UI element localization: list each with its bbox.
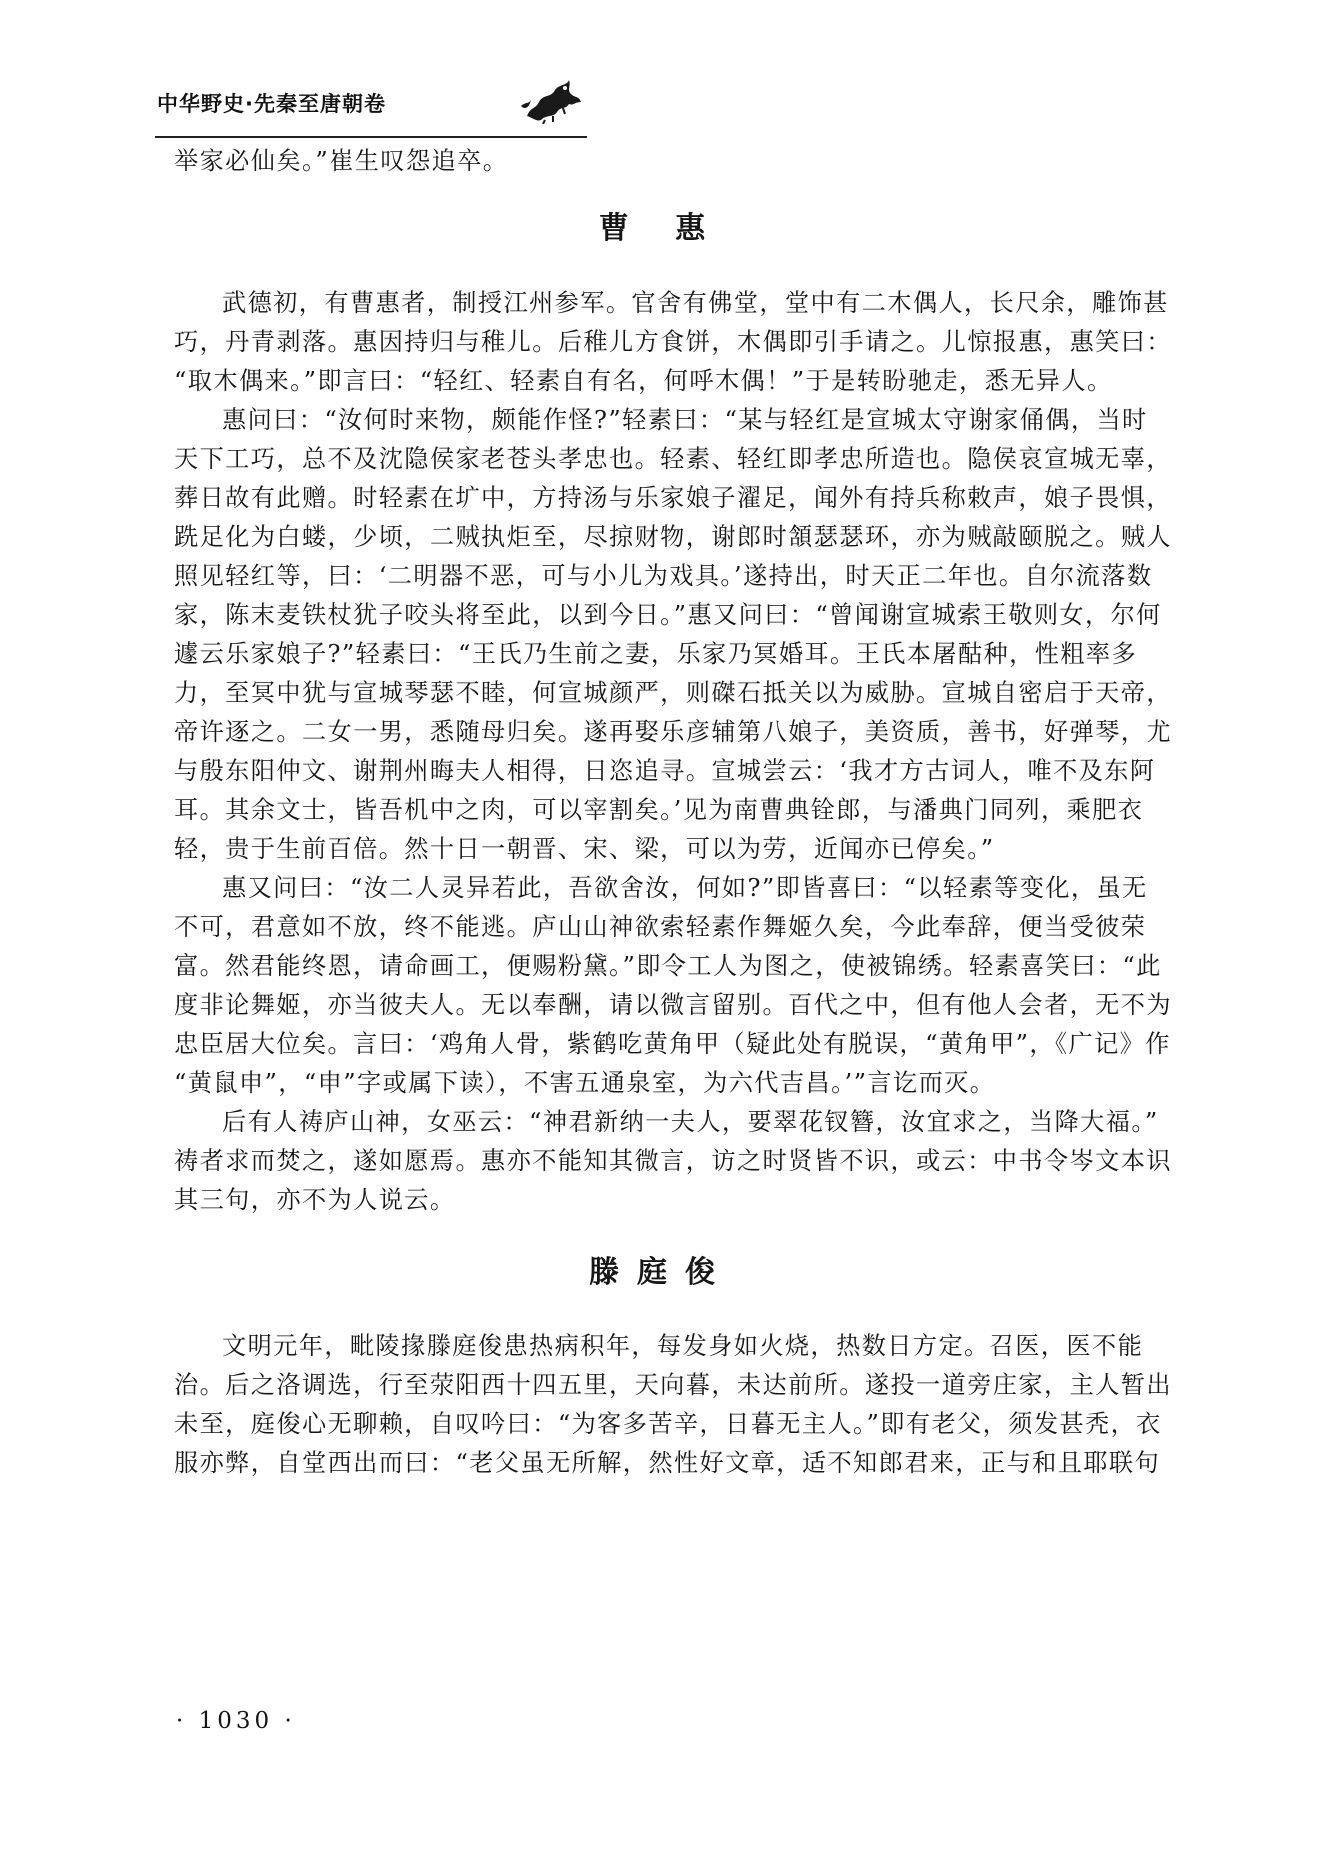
text-line: 度非论舞姬，亦当彼夫人。无以奉酬，请以微言留别。百代之中，但有他人会者，无不为: [174, 991, 1172, 1019]
text-line: 帝许逐之。二女一男，悉随母归矣。遂再娶乐彦辅第八娘子，美资质，善书，好弹琴，尤: [174, 718, 1172, 746]
text-line: 忠臣居大位矣。言曰：‘鸡角人骨，紫鹤吃黄角甲（疑此处有脱误，“黄角甲”，《广记》作: [174, 1030, 1171, 1058]
section-title-cao-hui: 曹 惠: [598, 211, 724, 246]
running-header: [155, 76, 590, 128]
text-line: “取木偶来。”即言曰：“轻红、轻素自有名，何呼木偶！”于是转盼驰走，悉无异人。: [174, 367, 1113, 395]
text-line: 武德初，有曹惠者，制授江州参军。官舍有佛堂，堂中有二木偶人，长尺余，雕饰甚: [222, 289, 1169, 317]
book-title: 中华野史·先秦至唐朝卷: [157, 92, 386, 116]
text-line: 不可，君意如不放，终不能逃。庐山山神欲索轻素作舞姬久矣，今此奉辞，便当受彼荣: [174, 913, 1147, 941]
text-line: 未至，庭俊心无聊赖，自叹吟曰：“为客多苦辛，日暮无主人。”即有老父，须发甚秃，衣: [174, 1410, 1162, 1438]
text-line: 跣足化为白蝼，少顷，二贼执炬至，尽掠财物，谢郎时頷瑟瑟环，亦为贼敲颐脱之。贼人: [174, 523, 1172, 551]
text-line: “黄鼠申”，“申”字或属下读），不害五通泉室，为六代吉昌。’”言讫而灭。: [174, 1069, 996, 1097]
section-title-teng-tingjun: 滕庭俊: [589, 1255, 733, 1290]
text-line: 治。后之洛调选，行至荥阳西十四五里，天向暮，未达前所。遂投一道旁庄家，主人暂出: [174, 1371, 1172, 1399]
text-line: 葬日故有此赠。时轻素在圹中，方持汤与乐家娘子濯足，闻外有持兵称敕声，娘子畏惧，: [174, 484, 1172, 512]
text-line: 惠又问曰：“汝二人灵异若此，吾欲舍汝，何如?”即皆喜曰：“以轻素等变化，虽无: [222, 874, 1148, 902]
text-line: 与殷东阳仲文、谢荆州晦夫人相得，日恣追寻。宣城尝云：‘我才方古词人，唯不及东阿: [174, 757, 1156, 785]
text-line: 巧，丹青剥落。惠因持归与稚儿。后稚儿方食饼，木偶即引手请之。儿惊报惠，惠笑曰：: [174, 328, 1172, 356]
dragon-emblem-icon: [517, 76, 583, 124]
text-line: 家，陈末麦铁杖犹子咬头将至此，以到今日。”惠又问曰：“曾闻谢宣城索王敬则女，尔何: [174, 601, 1162, 629]
text-line: 天下工巧，总不及沈隐侯家老苍头孝忠也。轻素、轻红即孝忠所造也。隐侯哀宣城无辜，: [174, 445, 1172, 473]
text-line: 其三句，亦不为人说云。: [174, 1186, 456, 1214]
page-number: · 1030 ·: [176, 1708, 296, 1734]
text-line: 惠问曰：“汝何时来物，颇能作怪?”轻素曰：“某与轻红是宣城太守谢家俑偶，当时: [222, 406, 1148, 434]
text-line: 遽云乐家娘子?”轻素曰：“王氏乃生前之妻，乐家乃冥婚耳。王氏本屠酤种，性粗率多: [174, 640, 1138, 668]
text-line: 富。然君能终恩，请命画工，便赐粉黛。”即令工人为图之，使被锦绣。轻素喜笑曰：“此: [174, 952, 1162, 980]
text-line: 耳。其余文士，皆吾机中之肉，可以宰割矣。’见为南曹典铨郎，与潘典门同列，乘肥衣: [174, 796, 1144, 824]
text-line: 力，至冥中犹与宣城琴瑟不睦，何宣城颜严，则磔石抵关以为威胁。宣城自密启于天帝，: [174, 679, 1172, 707]
text-line: 后有人祷庐山神，女巫云：“神君新纳一夫人，要翠花钗簪，汝宜求之，当降大福。”: [222, 1108, 1159, 1136]
intro-line: 举家必仙矣。”崔生叹怨追卒。: [174, 147, 509, 175]
text-line: 照见轻红等，曰：‘二明器不恶，可与小儿为戏具。’遂持出，时天正二年也。自尔流落数: [174, 562, 1153, 590]
text-line: 祷者求而焚之，遂如愿焉。惠亦不能知其微言，访之时贤皆不识，或云：中书令岑文本识: [174, 1147, 1172, 1175]
text-line: 轻，贵于生前百倍。然十日一朝晋、宋、梁，可以为劳，近闻亦已停矣。”: [174, 835, 995, 863]
text-line: 服亦弊，自堂西出而曰：“老父虽无所解，然性好文章，适不知郎君来，正与和且耶联句: [174, 1449, 1161, 1477]
header-rule: [155, 136, 587, 138]
text-line: 文明元年，毗陵掾滕庭俊患热病积年，每发身如火烧，热数日方定。召医，医不能: [222, 1332, 1144, 1360]
